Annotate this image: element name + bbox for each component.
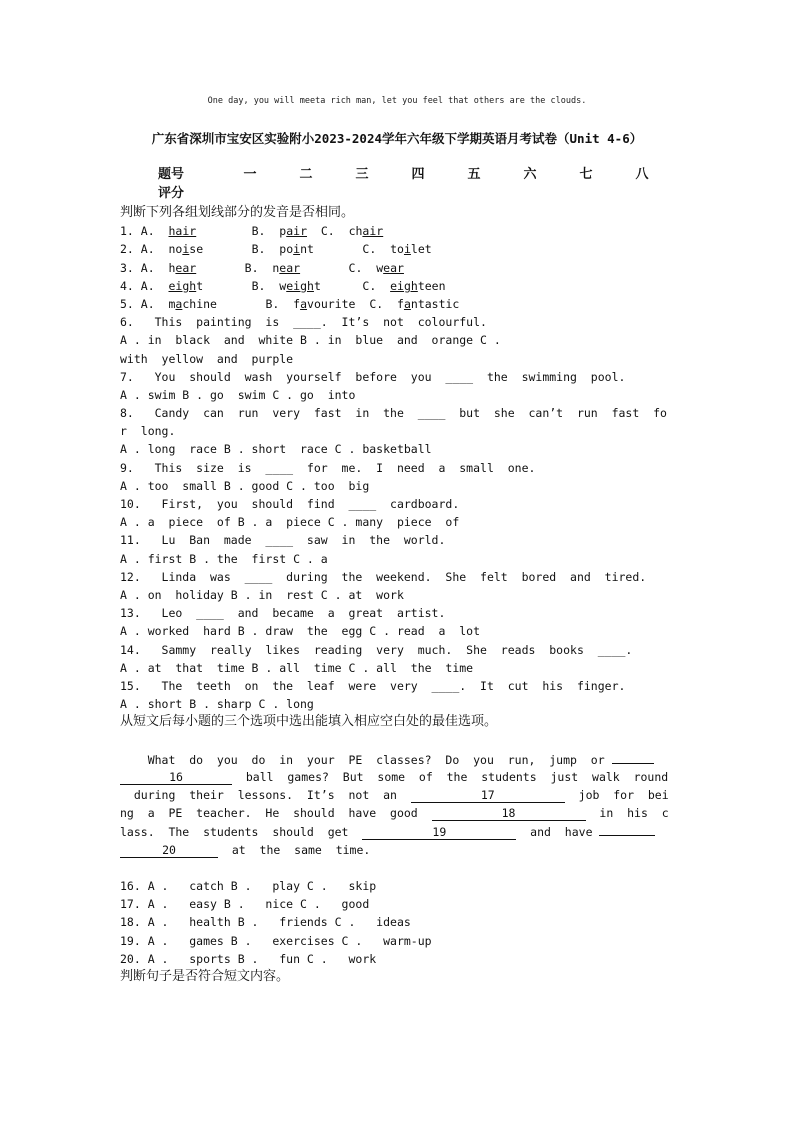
score-column: 八 [635, 167, 649, 182]
question-line: A . a piece of B . a piece C . many piece of [120, 515, 460, 530]
question-line: A . on holiday B . in rest C . at work [120, 587, 404, 602]
option-line: 16. A . catch B . play C . skip [120, 878, 377, 893]
spacer [120, 731, 676, 749]
answer-blank[interactable] [612, 750, 654, 764]
question-line: 15. The teeth on the leaf were very ____. It cut his finger. [120, 678, 626, 693]
cloze-passage [120, 750, 676, 859]
spacer [120, 859, 676, 877]
question-item: 5. A. machine B. favourite C. fantastic [120, 296, 460, 311]
page-title: 广东省深圳市宝安区实验附小2023-2024学年六年级下学期英语月考试卷（Unit 4-6） [151, 131, 643, 146]
exam-body [120, 204, 676, 986]
question-line: r long. [120, 424, 176, 439]
passage-line: What do you do in your PE classes? Do you run, jump or [120, 750, 676, 768]
question-line: A . worked hard B . draw the egg C . read a lot [120, 624, 481, 639]
score-column: 四 [411, 167, 425, 182]
question-item: 3. A. hear B. near C. wear [120, 260, 404, 275]
question-line: A . at that time B . all time C . all the time [120, 660, 474, 675]
score-table-header-label: 题号 [158, 167, 185, 182]
passage-line: lass. The students should get 19 and have [120, 822, 676, 840]
question-line: 14. Sammy really likes reading very much. She reads books ____. [120, 642, 633, 657]
answer-blank-16[interactable]: 16 [120, 771, 232, 785]
score-table-score-row [158, 184, 678, 203]
question-item: 1. A. hair B. pair C. chair [120, 224, 384, 239]
passage-line: 16 ball games? But some of the students just walk round [120, 768, 676, 786]
option-line: 19. A . games B . exercises C . warm-up [120, 933, 432, 948]
question-line: 10. First, you should find ____ cardboard. [120, 497, 460, 511]
answer-blank-20[interactable]: 20 [120, 844, 218, 858]
section-3-instruction: 从短文后每小题的三个选项中选出能填入相应空白处的最佳选项。 [120, 714, 498, 730]
motto-header: One day, you will meeta rich man, let you feel that others are the clouds. [207, 96, 587, 106]
question-line: 11. Lu Ban made ____ saw in the world. [120, 533, 446, 548]
score-table [158, 165, 678, 203]
option-line: 18. A . health B . friends C . ideas [120, 915, 411, 930]
question-line: 8. Candy can run very fast in the ____ but she can’t run fast fo [120, 406, 667, 421]
answer-blank[interactable] [599, 822, 655, 836]
section-4-instruction: 判断句子是否符合短文内容。 [120, 968, 290, 984]
answer-blank-17[interactable]: 17 [411, 789, 565, 803]
score-table-header-row [158, 165, 678, 184]
option-line: 20. A . sports B . fun C . work [120, 951, 377, 966]
question-line: A . swim B . go swim C . go into [120, 387, 356, 402]
question-line: 9. This size is ____ for me. I need a small one. [120, 460, 536, 475]
score-column: 七 [579, 167, 593, 182]
score-column: 五 [467, 167, 481, 182]
question-line: A . too small B . good C . too big [120, 478, 370, 493]
section-1-instruction: 判断下列各组划线部分的发音是否相同。 [120, 205, 355, 220]
question-line: 13. Leo ____ and became a great artist. [120, 606, 446, 621]
score-column: 二 [299, 167, 313, 182]
score-column: 六 [523, 167, 537, 182]
answer-blank-18[interactable]: 18 [432, 807, 586, 821]
question-line: A . first B . the first C . a [120, 551, 328, 566]
answer-blank-19[interactable]: 19 [362, 826, 516, 840]
question-line: 12. Linda was ____ during the weekend. She felt bored and tired. [120, 569, 647, 584]
question-item: 4. A. eight B. weight C. eighteen [120, 278, 446, 293]
question-line: with yellow and purple [120, 351, 294, 366]
question-line: A . long race B . short race C . basketball [120, 442, 432, 457]
question-line: A . in black and white B . in blue and orange C . [120, 333, 501, 348]
passage-line: ng a PE teacher. He should have good 18 in his c [120, 806, 669, 821]
score-column: 三 [355, 167, 369, 182]
score-column: 一 [243, 167, 257, 182]
question-line: 7. You should wash yourself before you ____ the swimming pool. [120, 369, 626, 384]
question-item: 2. A. noise B. point C. toilet [120, 242, 432, 257]
passage-line: during their lessons. It’s not an 17 job for bei [120, 788, 669, 802]
option-line: 17. A . easy B . nice C . good [120, 897, 370, 912]
score-table-row-label: 评分 [158, 186, 185, 201]
question-line: 6. This painting is ____. It’s not colourful. [120, 315, 487, 330]
passage-line: 20 at the same time. [120, 841, 676, 859]
question-line: A . short B . sharp C . long [120, 697, 314, 712]
